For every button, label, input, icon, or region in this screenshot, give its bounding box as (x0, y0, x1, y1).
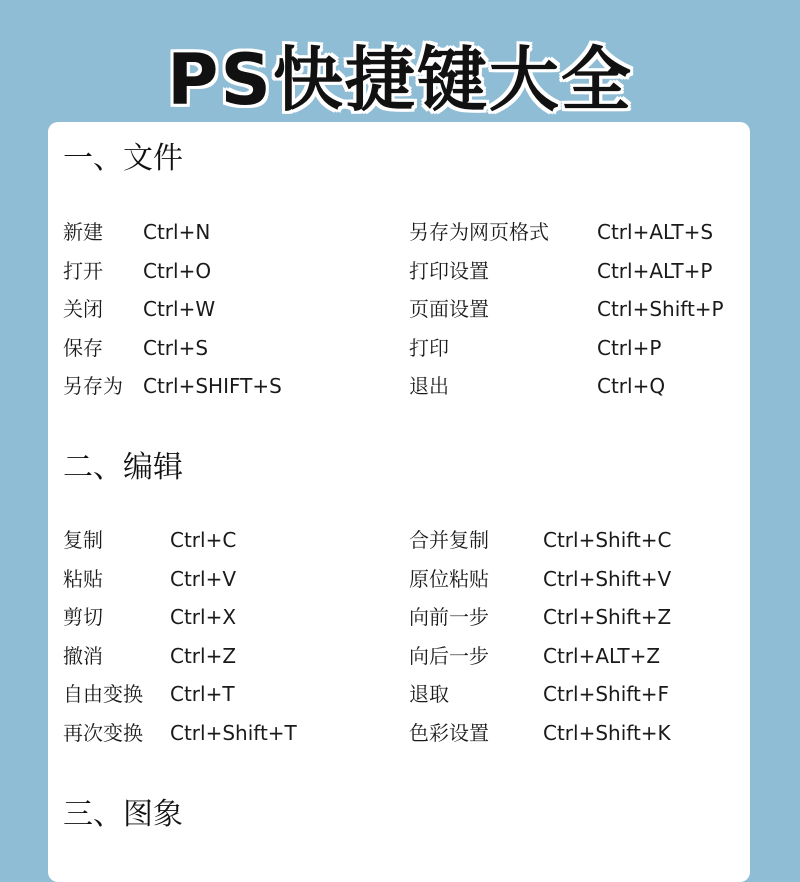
shortcut-name: 粘贴 (63, 567, 103, 591)
shortcut-name: 向前一步 (409, 605, 489, 629)
shortcut-name: 色彩设置 (409, 721, 489, 745)
shortcut-name: 关闭 (63, 297, 103, 321)
section-heading: 三、图象 (63, 797, 183, 832)
shortcut-key: Ctrl+ALT+Z (543, 644, 661, 668)
shortcut-key: Ctrl+SHIFT+S (143, 374, 282, 398)
shortcut-key: Ctrl+Shift+V (543, 567, 672, 591)
shortcut-name: 页面设置 (409, 297, 489, 321)
shortcut-name: 合并复制 (409, 528, 489, 552)
shortcut-name: 新建 (63, 220, 103, 244)
shortcut-name: 自由变换 (63, 682, 143, 706)
shortcut-key: Ctrl+W (143, 297, 216, 321)
shortcut-name: 向后一步 (409, 644, 489, 668)
shortcut-key: Ctrl+X (170, 605, 237, 629)
shortcut-key: Ctrl+Shift+T (170, 721, 297, 745)
shortcut-name: 退出 (409, 374, 449, 398)
shortcut-key: Ctrl+O (143, 259, 212, 283)
shortcut-name: 保存 (63, 336, 103, 360)
shortcut-key: Ctrl+C (170, 528, 237, 552)
section-heading: 二、编辑 (63, 450, 183, 485)
shortcut-name: 打开 (63, 259, 103, 283)
shortcut-key: Ctrl+S (143, 336, 209, 360)
shortcut-key: Ctrl+T (170, 682, 235, 706)
shortcut-key: Ctrl+Shift+F (543, 682, 670, 706)
shortcut-key: Ctrl+Shift+Z (543, 605, 672, 629)
shortcut-key: Ctrl+Shift+K (543, 721, 671, 745)
section-heading: 一、文件 (63, 141, 183, 176)
shortcut-key: Ctrl+Shift+P (597, 297, 724, 321)
shortcut-key: Ctrl+ALT+P (597, 259, 713, 283)
shortcut-name: 另存为网页格式 (409, 220, 549, 244)
shortcut-name: 退取 (409, 682, 449, 706)
shortcut-name: 打印 (409, 336, 449, 360)
shortcut-key: Ctrl+P (597, 336, 662, 360)
page-title: PS快捷键大全 (167, 39, 633, 121)
shortcut-key: Ctrl+N (143, 220, 211, 244)
shortcut-name: 剪切 (63, 605, 103, 629)
shortcut-name: 原位粘贴 (409, 567, 489, 591)
shortcut-name: 打印设置 (409, 259, 489, 283)
shortcut-card (48, 122, 750, 882)
shortcut-name: 复制 (63, 528, 103, 552)
shortcut-name: 另存为 (63, 374, 123, 398)
shortcut-key: Ctrl+Z (170, 644, 237, 668)
shortcut-name: 撤消 (63, 644, 103, 668)
shortcut-key: Ctrl+Shift+C (543, 528, 672, 552)
shortcut-key: Ctrl+V (170, 567, 237, 591)
shortcut-key: Ctrl+ALT+S (597, 220, 714, 244)
shortcut-key: Ctrl+Q (597, 374, 666, 398)
shortcut-name: 再次变换 (63, 721, 143, 745)
